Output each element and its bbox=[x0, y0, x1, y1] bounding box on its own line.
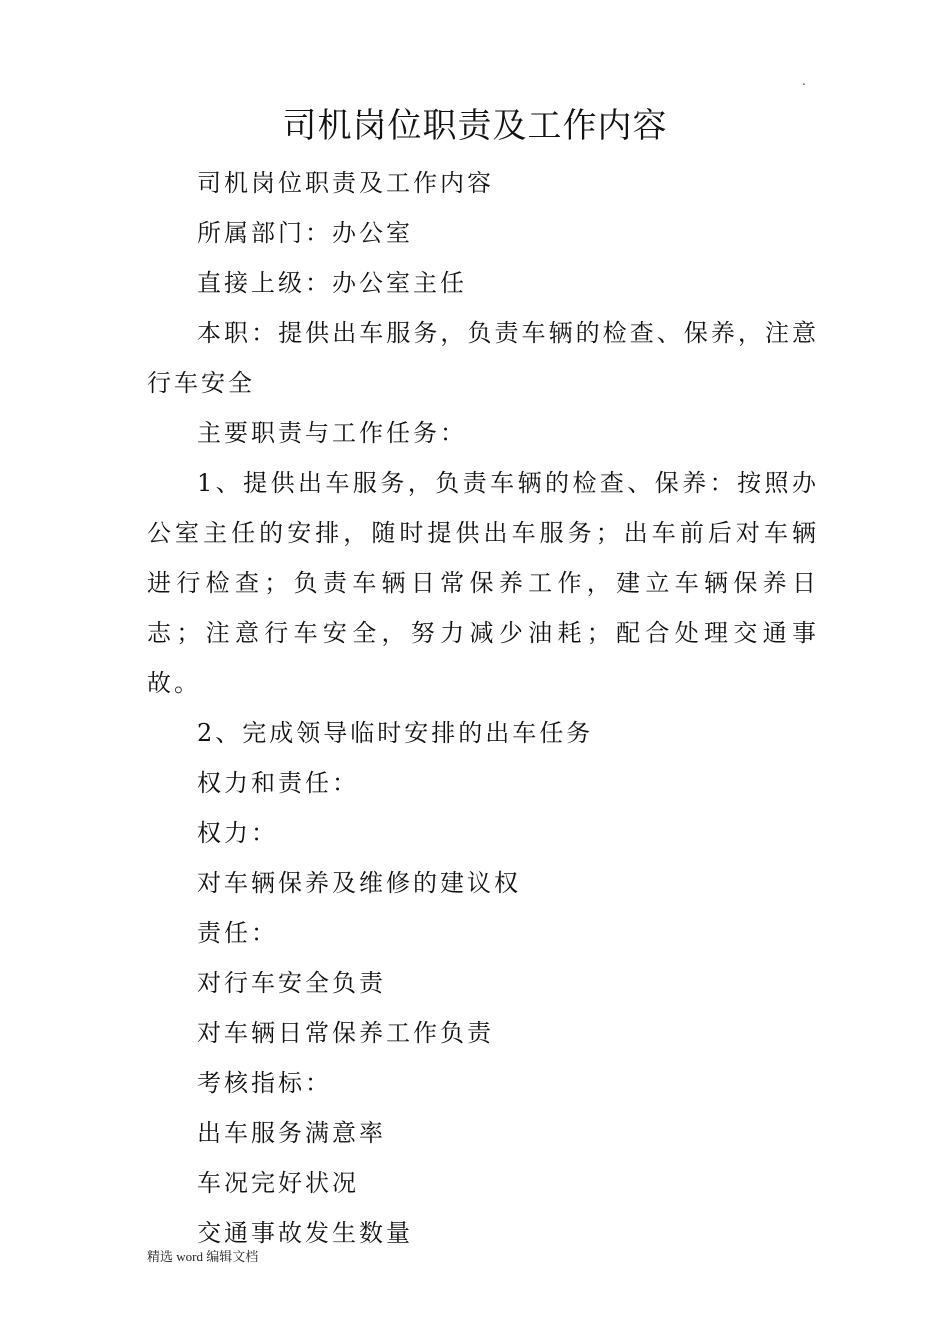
paragraph-duties-heading: 主要职责与工作任务： bbox=[197, 419, 467, 447]
paragraph-kpi-item-3: 交通事故发生数量 bbox=[197, 1219, 413, 1247]
paragraph-department: 所属部门：办公室 bbox=[197, 219, 413, 247]
paragraph-responsibility-item-1: 对行车安全负责 bbox=[197, 969, 386, 997]
paragraph-rights-label: 权力： bbox=[197, 819, 278, 847]
paragraph-responsibility-label: 责任： bbox=[197, 919, 278, 947]
paragraph-kpi-item-1: 出车服务满意率 bbox=[197, 1119, 386, 1147]
document-title: 司机岗位职责及工作内容 bbox=[282, 106, 668, 146]
paragraph-duty-2: 2、完成领导临时安排的出车任务 bbox=[197, 719, 594, 747]
page-footer: 精选 word 编辑文档 bbox=[147, 1249, 259, 1264]
paragraph-duty-1: 1、提供出车服务，负责车辆的检查、保养：按照办公室主任的安排，随时提供出车服务；出车前后对车辆进行检查；负责车辆日常保养工作，建立车辆保养日志；注意行车安全，努力减少油耗；配合处理交通事故。 bbox=[147, 469, 819, 697]
paragraph-supervisor: 直接上级：办公室主任 bbox=[197, 269, 467, 297]
paragraph-kpi-heading: 考核指标： bbox=[197, 1069, 332, 1097]
paragraph-role: 本职：提供出车服务，负责车辆的检查、保养，注意行车安全 bbox=[147, 319, 819, 397]
corner-mark: . bbox=[802, 74, 806, 88]
paragraph-rights-heading: 权力和责任： bbox=[197, 769, 359, 797]
paragraph-heading: 司机岗位职责及工作内容 bbox=[197, 169, 494, 197]
paragraph-kpi-item-2: 车况完好状况 bbox=[197, 1169, 359, 1197]
document-body bbox=[147, 158, 819, 1258]
paragraph-right-item: 对车辆保养及维修的建议权 bbox=[197, 869, 521, 897]
paragraph-responsibility-item-2: 对车辆日常保养工作负责 bbox=[197, 1019, 494, 1047]
